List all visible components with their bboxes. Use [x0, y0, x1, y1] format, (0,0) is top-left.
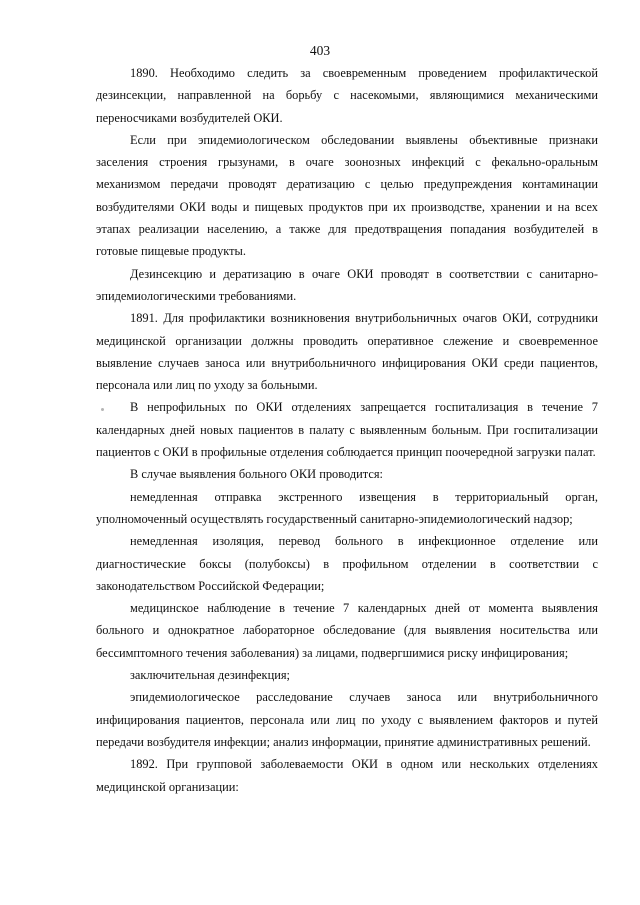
page-number: 403: [309, 43, 331, 58]
paragraph-disinsection: Дезинсекцию и дератизацию в очаге ОКИ проводят в соответствии с санитарно-эпидемиологическими требованиями.: [96, 266, 598, 303]
paragraph-1890: 1890. Необходимо следить за своевременным проведением профилактической дезинсекции, направленной на борьбу с насекомыми, являющимися механическими переносчиками возбудителей ОКИ.: [96, 66, 598, 125]
list-item-isolation: немедленная изоляция, перевод больного в инфекционное отделение или диагностические боксы (полубоксы) в профильном отделении в соответствии с законодательством Российской Федерации;: [96, 534, 598, 593]
paragraph-1892: 1892. При групповой заболеваемости ОКИ в одном или нескольких отделениях медицинской организации:: [96, 757, 598, 794]
list-item-investigation: эпидемиологическое расследование случаев заноса или внутрибольничного инфицирования пациентов, персонала или лиц по уходу с выявлением факторов и путей передачи возбудителя инфекции; анализ информации, принятие административных решений.: [96, 690, 598, 749]
list-item-observation: медицинское наблюдение в течение 7 календарных дней от момента выявления больного и однократное лабораторное обследование (для выявления носительства или бессимптомного течения заболевания) за лицами, подвергшимися риску инфицирования;: [96, 601, 598, 660]
paragraph-1891: 1891. Для профилактики возникновения внутрибольничных очагов ОКИ, сотрудники медицинской организации должны проводить оперативное слежение и своевременное выявление случаев заноса или внутрибольничного инфицирования ОКИ среди пациентов, персонала или лиц по уходу за больными.: [96, 311, 598, 393]
list-item-notification: немедленная отправка экстренного извещения в территориальный орган, уполномоченный осуществлять государственный санитарно-эпидемиологический надзор;: [96, 489, 598, 526]
document-body: [96, 62, 598, 798]
paragraph-deratization: Если при эпидемиологическом обследовании выявлены объективные признаки заселения строения грызунами, в очаге зоонозных инфекций с фекально-оральным механизмом передачи проводят дератизацию с целью предупреждения контаминации возбудителями ОКИ воды и пищевых продуктов при их производстве, хранении и на всех этапах реализации населению, а также для предотвращения попадания возбудителей в готовые пищевые продукты.: [96, 132, 598, 259]
paragraph-measures-intro: В случае выявления больного ОКИ проводится:: [130, 467, 383, 482]
list-item-disinfection: заключительная дезинфекция;: [130, 668, 290, 683]
paragraph-hospitalization: В непрофильных по ОКИ отделениях запрещается госпитализация в течение 7 календарных дней новых пациентов в палату с выявленным больным. При госпитализации пациентов с ОКИ в профильные отделения соблюдается принцип поочередной загрузки палат.: [96, 400, 598, 460]
